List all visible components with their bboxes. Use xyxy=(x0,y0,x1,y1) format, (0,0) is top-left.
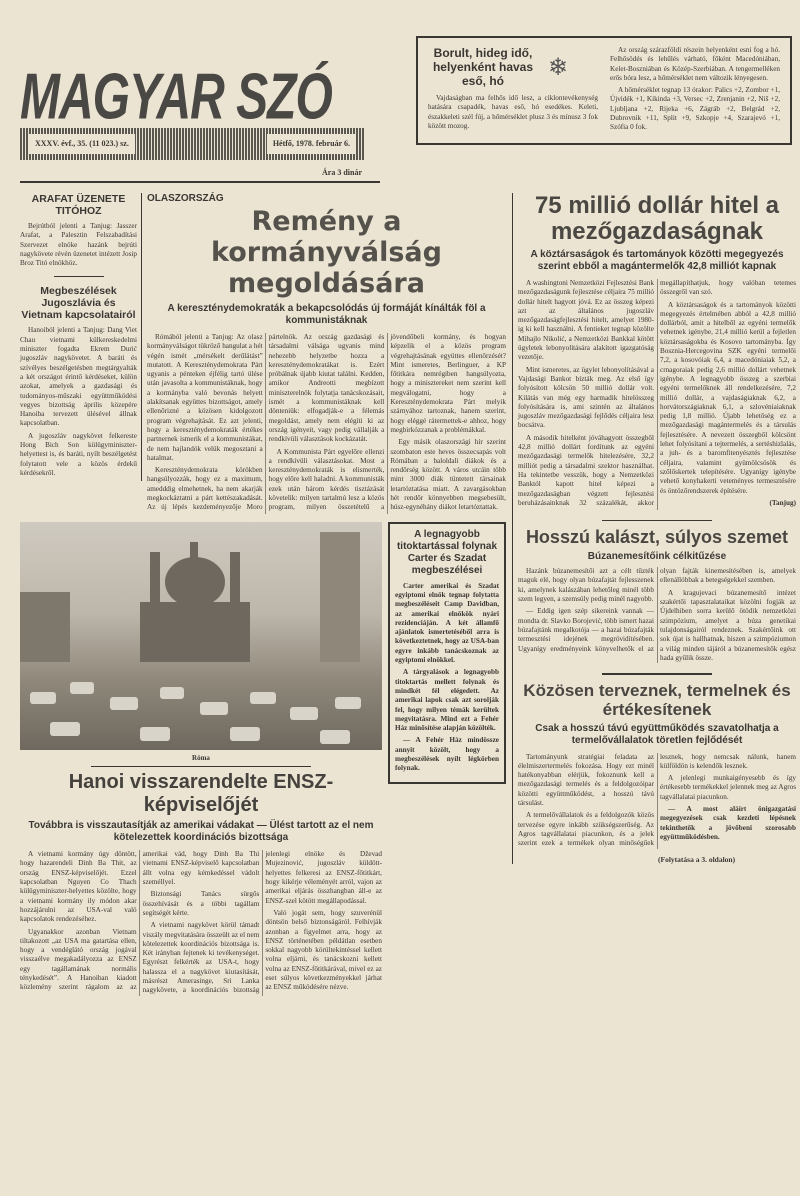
divider xyxy=(91,766,311,768)
rome-photo xyxy=(20,522,382,750)
divider xyxy=(602,520,712,522)
article-text: Biztonsági Tanács sürgős összehívását és a többi tagállam segítségét kérte. xyxy=(142,890,260,917)
price: Ára 3 dinár xyxy=(322,168,362,177)
article-headline: ARAFAT ÜZENETE TITÓHOZ xyxy=(31,193,126,217)
masthead xyxy=(20,36,382,183)
left-column xyxy=(20,193,142,481)
upper-section xyxy=(20,193,506,514)
article-text: A vietnami nagykövet körül támadt viszály megvitatására összeült az el nem kötelezettek koordinációs bizottsága is. Két irányban fejtenek ki tevékenységet. Egyrészt felkérték az USA-t, hogy halassza el a nagykövet kiutasítását, másrészt Amerasinge, Sri Lanka nagykövete, a koordinációs bizottság jelenlegi elnöke és Dževad Mujezinović, jugoszláv küldött-helyettes felkeresi az ENSZ-főtitkárt, hogy kikérje véleményét arról, vajon az amerikai eljárás összhangban áll-e az ENSZ-szel kötött megállapodással. xyxy=(142,850,382,995)
photo-caption: Róma xyxy=(192,753,210,762)
article-subheadline: A köztársaságok és tartományok közötti megegyezés szerint ebből a magántermelők 42,8 milliót kapnak xyxy=(530,249,784,272)
article-headline: A legnagyobb titoktartással folynak Carter és Szadat megbeszélései xyxy=(396,528,498,576)
article-headline: Remény a kormányválság megoldására xyxy=(211,206,442,299)
article-body xyxy=(20,850,382,995)
article-body xyxy=(518,279,796,510)
weather-text: Vajdaságban ma felhős idő lesz, a ciklontevékenység hatására csapadék, havas eső, hó esedékes. Keleti, északkeleti szél fúj, a hőmérséklet plusz 3 és mínusz 3 fok között mozog. xyxy=(428,94,598,130)
article-text: Való jogát sem, hogy szuverénül döntsön belső biztonságáról. Felhívják azonban a figyelmet arra, hogy az ENSZ történetében példátlan esetben sokkal nagyobb körültekintéssel kellett volna eljárni, és tanácskozni kellett volna az ENSZ-főtitkárával, mivel ez az eset súlyos következményekkel járhat az ENSZ működésére nézve. xyxy=(265,908,382,992)
article-body xyxy=(518,753,796,849)
issue-date: Hétfő, 1978. február 6. xyxy=(267,134,356,154)
article-text: Hazánk búzanemesítői azt a célt tűzték maguk elé, hogy olyan búzafajtát fejlesszenek ki, amelynek kalászában lehetőleg minél több szem legyen, a szemsúly pedig minél nagyobb. xyxy=(518,567,654,604)
article-headline: Hanoi visszarendelte ENSZ-képviselőjét xyxy=(68,771,334,817)
article-text: A vietnami kormány úgy döntött, hogy hazarendeli Dinh Ba Thit, az ország ENSZ-képviselőjét. Ezzel kapcsolatban Nguyen Co Thach külügyminiszter-helyettes közölte, hogy a vietnami kormány ily módon akar hozzájárulni az USA-val való kapcsolatok rendezéséhez. xyxy=(20,850,137,924)
snowflake-icon: ❄ xyxy=(548,54,569,81)
article-text: Tartományunk stratégiai feladata az élelmiszertermelés fokozása. Hogy ezt minél hatékonyabban elérjük, fokoznunk kell a mezőgazdasági termelés és a feldolgozóipar közötti együttműködést, a hosszú távú társulást. xyxy=(518,752,654,808)
weather-title: Borult, hideg idő, helyenként havas eső, hó xyxy=(432,46,534,88)
issue-number: XXXV. évf., 35. (11 023.) sz. xyxy=(29,134,135,154)
article-text: A washingtoni Nemzetközi Fejlesztési Bank mezőgazdaságunk fejlesztése céljaira 75 millió dollár hitelt hagyott jóvá. Ez az összeg képezi azt az általános jugoszláv mezőgazdaságfejlesztési hitelt, amelyet 1980-ig ki kell használni. A fentieket tegnap közölte Mihajlo Nikolić, a Nemzetközi Bankkal kötött ügyletek lebonyolítására alakított igazgatóság vezetője. xyxy=(518,279,654,362)
hanoi-section xyxy=(20,522,382,996)
italy-article xyxy=(142,193,506,514)
article-text: Kereszténydemokrata körökben hangsúlyozzák, hogy ez a maximum, amedddig elmehetnek, ha nem akarják megkockáztatni a párt kettészakadását. Az új lépés kezdeményezője Moro pártelnök. Az ország gazdasági és társadalmi válsága ugyanis mind nehezebb helyzetbe hozza a kereszténydemokratákat is. Ezért próbálnak újabb kiutat találni. Kedden, amikor Andreotti megbízott miniszterelnök folytatja tanácskozásait, ismét a kommunistáknak kell dönteniük: elfogadják-e a félemás megoldást, amely nem elégíti ki az ország igényeit, vagy pedig vállalják a rendkívüli választások kockázatát. xyxy=(147,333,385,512)
article-text: A jelenlegi munkaigényesebb és így értékesebb termékekkel jelennek meg az Agros tagvállalatai piacunkon. xyxy=(660,774,796,801)
top-band xyxy=(20,36,792,183)
article-headline: Közösen terveznek, termelnek és értékesítenek xyxy=(523,680,791,719)
article-text: A tárgyalások a legnagyobb titoktartás mellett folynak és mindkét fél elégedett. Az amerikai lapok csak azt sorolják fel, hogy milyen témák kerültek megvitatásra. Mind ezt a Fehér Ház minősítése alapján közölték. xyxy=(395,668,499,733)
divider xyxy=(54,276,104,277)
photo-image xyxy=(20,522,382,750)
article-headline: 75 millió dollár hitel a mezőgazdaságnak xyxy=(534,192,780,245)
article-text: Bejrútból jelenti a Tanjug: Jasszer Arafat, a Palesztin Felszabadítási Szervezet elnöke hazánk bejrúti nagykövete révén üzenetet intézett Josip Broz Titó elnökhöz. xyxy=(20,222,137,268)
article-text: A kragujevaci búzanemesítő intézet szakértői tapasztalataikat közölni fogják az Újdelhiben sorra kerülő ötödik nemzetközi szimpózium, amelyet a búza genetikai tulajdonságairól rendeznek. Szakértőink ott sok újat is hallhatnak, hiszen a szimpóziumon a világ minden tájáról a búzanemesítők egész hada gyűlik össze. xyxy=(660,588,796,662)
continued-note: (Folytatása a 3. oldalon) xyxy=(658,854,736,864)
main-band xyxy=(20,192,796,996)
lower-section xyxy=(20,522,506,996)
article-text: — A most aláírt önigazgatási megegyezések csak kezdeti lépésnek tekinthetők a jövőbeni szorosabb együttműködésben. xyxy=(660,805,796,841)
article-headline: Megbeszélések Jugoszlávia és Vietnam kapcsolatairól xyxy=(21,285,136,322)
divider xyxy=(602,673,712,675)
article-text: A termelővállalatok és a feldolgozók közös tervezése egyre inkább szükségszerűség. Az Agros tagvállalatai piacunkon, és a jelek szerint ezek a termékek olyan minőségűek lesznek, hogy nemcsak nálunk, hanem külföldön is kelendők lesznek. xyxy=(518,752,796,848)
right-column xyxy=(512,193,796,864)
weather-temperatures: A hőmérséklet tegnap 13 órakor: Palics +2, Zombor +1, Újvidék +1, Kikinda +3, Versec +2, Zrenjanin +2, Niš +2, Ljubljana +2, Rijeka +6, Zágráb +2, Belgrád +2, Dubrovnik +11, Split +9, Szkopje +4, Szarajevó +1, Szófia 0 fok. xyxy=(610,86,780,132)
article-text: A második hitelként jóváhagyott összegből 42,8 millió dollárt fordítunk az egyéni mezőgazdasági termelők hitelezésére, 32,2 milliót pedig a társadalmi szektor használhat. Ha tekintetbe vesszük, hogy a Nemzetközi Banktól kapott hitel képezi a mezőgazdaságban végzett fejlesztési beruházásainknak 32 százalékát, akkor megállapíthatjuk, hogy valóban tetemes összegről van szó. xyxy=(518,279,796,507)
divider xyxy=(20,181,380,183)
article-subheadline: Búzanemesítőink célkitűzése xyxy=(587,551,727,563)
article-body xyxy=(518,567,796,663)
article-headline: Hosszú kalászt, súlyos szemet xyxy=(525,527,789,548)
newspaper-logo: MAGYAR SZÓ xyxy=(20,61,332,134)
article-subheadline: A kereszténydemokraták a bekapcsolódás új formáját kínálták föl a kommunistáknak xyxy=(167,303,486,326)
weather-text: Az ország szárazföldi részein helyenként esni fog a hó. Felhősödés és lehűlés várható, főként Macedóniában, Kelet-Boszniában és Közép-Szerbiában. A tengermelléken erős bóra lesz, a hőmérséklet nem változik lényegesen. xyxy=(610,46,780,82)
article-source: (Tanjug) xyxy=(769,498,796,507)
article-text: A köztársaságok és a tartományok közötti megegyezés értelmében abból a 42,8 millió dollárból, amit a hitelből az egyéni termelők vehetnek igénybe, 21,4 millió kerül a fejletlen köztársaságokba és Kosovo tartományba. Így Bosznia-Hercegovina SZK egyéni termelői 7,2, a kosovóiak 6,4, a macedóniaiak 5,2, a crnagoraiak pedig 2,6 millió dollárt vehetnek igénybe. A legnagyobb összeg a szerbiai egyéni termelőknek áll rendelkezésére, 7,2 millió dollár, a vajdaságiaknak 6,2, a horvátországiaknak 6,1, a szlovéniaiaknak pedig 1,8 millió. Újabb lehetőség ez a mezőgazdasági magántermelés és a társulás fejlesztésére. A nevezett összegből kölcsönt lehet folyósítani a tejtermelés, a sertéshizlalás, a juh- és a baromfitenyésztés fejlesztése céljaira, valamint gyümölcsösök és szőlőskertek telepítésére. Ugyanígy igénybe vehető konyhakerti veteményes termesztésére és öntözőrendszerek építésére. xyxy=(660,300,796,495)
article-text: Rómából jelenti a Tanjug: Az olasz kormányválságot tükröző hangulat a hét végén ismét „mérsékelt derűlátást” mutatott. A Kereszténydemokrata Párt ugyanis a pénteken éjfélig tartó ülése után javasolta a kommunistáknak, hogy a kormányba való bevonás helyett alakítsanak együttes bizottságot, amely ellenőrizné a közösen kidolgozott program végrehajtását. Ez azt jelenti, hogy a kereszténydemokraták értékes partnernek ismerik el a kommunistákat, de nem hajlandók velük megosztani a hatalmat. xyxy=(147,333,263,462)
weather-box xyxy=(416,36,792,145)
article-subheadline: Csak a hosszú távú együttműködés szavatolhatja a termelővállalatok töretlen fejlődését xyxy=(535,722,779,746)
article-text: Egy másik olaszországi hír szerint szombaton este heves összecsapás volt Rómában a baloldali diákok és a rendőrség között. A város utcáin több mint 3000 diák tüntetett társainak letartóztatása miatt. A zavargásokban hét rendőr könnyebben megsebesült, húsz-egynéhány diákot letartóztattak. xyxy=(390,438,506,512)
article-subheadline: Továbbra is visszautasítják az amerikai vádakat — Ülést tartott az el nem kötelezettek koordinációs bizottsága xyxy=(28,820,374,844)
article-text: Ugyanakkor azonban Vietnam tiltakozott „az USA ma gatartása ellen, hogy a vendéglátó ország jogával visszaélve megakadályozza az ENSZ egy tagállamának normális ténykedését”. A Hanoiban kiadott közlemény szerint rágalom az az amerikai vád, hogy Dinh Ba Thi vietnami ENSZ-képviselő kapcsolatban állt volna egy kémkedéssel vádolt személlyel. xyxy=(20,850,260,992)
article-text: A jugoszláv nagykövet felkereste Hong Bich Son külügyminiszter-helyettest is, és baráti, nyílt beszélgetést folytatott vele a közös érdekű kérdésekről. xyxy=(20,431,137,477)
carter-box xyxy=(388,522,506,784)
article-text: Carter amerikai és Szadat egyiptomi elnök tegnap folytatta megbeszéléseit Camp Davidban, az amerikai elnökök nyári rezidenciáján. A két államfő ajánlatok ismertetéséből arra is következtetnek, hogy az USA-ban egyre inkább tanácskoznak az egyiptomi elnökkel. xyxy=(395,581,499,665)
article-text: Mint ismeretes, az ügylet lebonyolításával a Vajdasági Bankot bízták meg. Az első így folyósított kölcsön 50 millió dollár volt. Kilátás van még egy harmadik hitelösszeg folyósítására is, ami szintén az általános jugoszláv mezőgazdasági fejlődés céljaira lesz bocsátva. xyxy=(518,365,654,430)
article-text: A Kommunista Párt egyelőre ellenzi a rendkívüli választásokat. Most a kereszténydemokraták is elismerték, hogy előre kell haladni. A kommunisták ezek után három kérdés tisztázását követelik: milyen tartalmú lesz a közös program, milyen összetételű a jövendőbeli kormány, és hogyan képzelik el a közös program végrehajtásának együttes ellenőrzését? Mint ismeretes, Berlinguer, a KP főtitkára nemrégiben hangsúlyozta, hogy a minisztereket nem szerint kell megválogatni, hogy a Kereszténydemokrata Párt melyik szárnyához tartoznak, hanem szerint, hogy eléggé rátermettek-e ahhoz, hogy megbirkózzanak a problémákkal. xyxy=(268,333,506,512)
article-text: — A Fehér Ház mindössze annyit közölt, hogy a megbeszélések nyílt légkörben folynak. xyxy=(395,736,499,773)
article-text: Hanoiból jelenti a Tanjug: Dang Viet Chau vietnami külkereskedelmi miniszter fogadta Ekrem Durić jugoszláv nagykövetet. A baráti és szívélyes beszélgetésben megtárgyalták a két országot érintő kérdéseket, külön azokat, amelyek a gazdasági és tudományos-műszaki együttműködési vegyes bizottság április közepére Hanoiba tervezett ülésével állnak kapcsolatban. xyxy=(20,326,137,428)
article-body xyxy=(147,333,506,514)
section-kicker: OLASZORSZÁG xyxy=(147,193,224,204)
article-text: — Eddig igen szép sikereink vannak — mondta dr. Slavko Borojević, több ismert hazai búzafajtánk megalkotója — a hazai búzafajták termesztési idejének megrövidítésében. Ugyanígy eredményeink könyvelhetők el az olyan fajták kinemesítésében is, amelyek ellenállóbbak a betegségekkel szemben. xyxy=(518,567,796,653)
left-main xyxy=(20,193,506,996)
